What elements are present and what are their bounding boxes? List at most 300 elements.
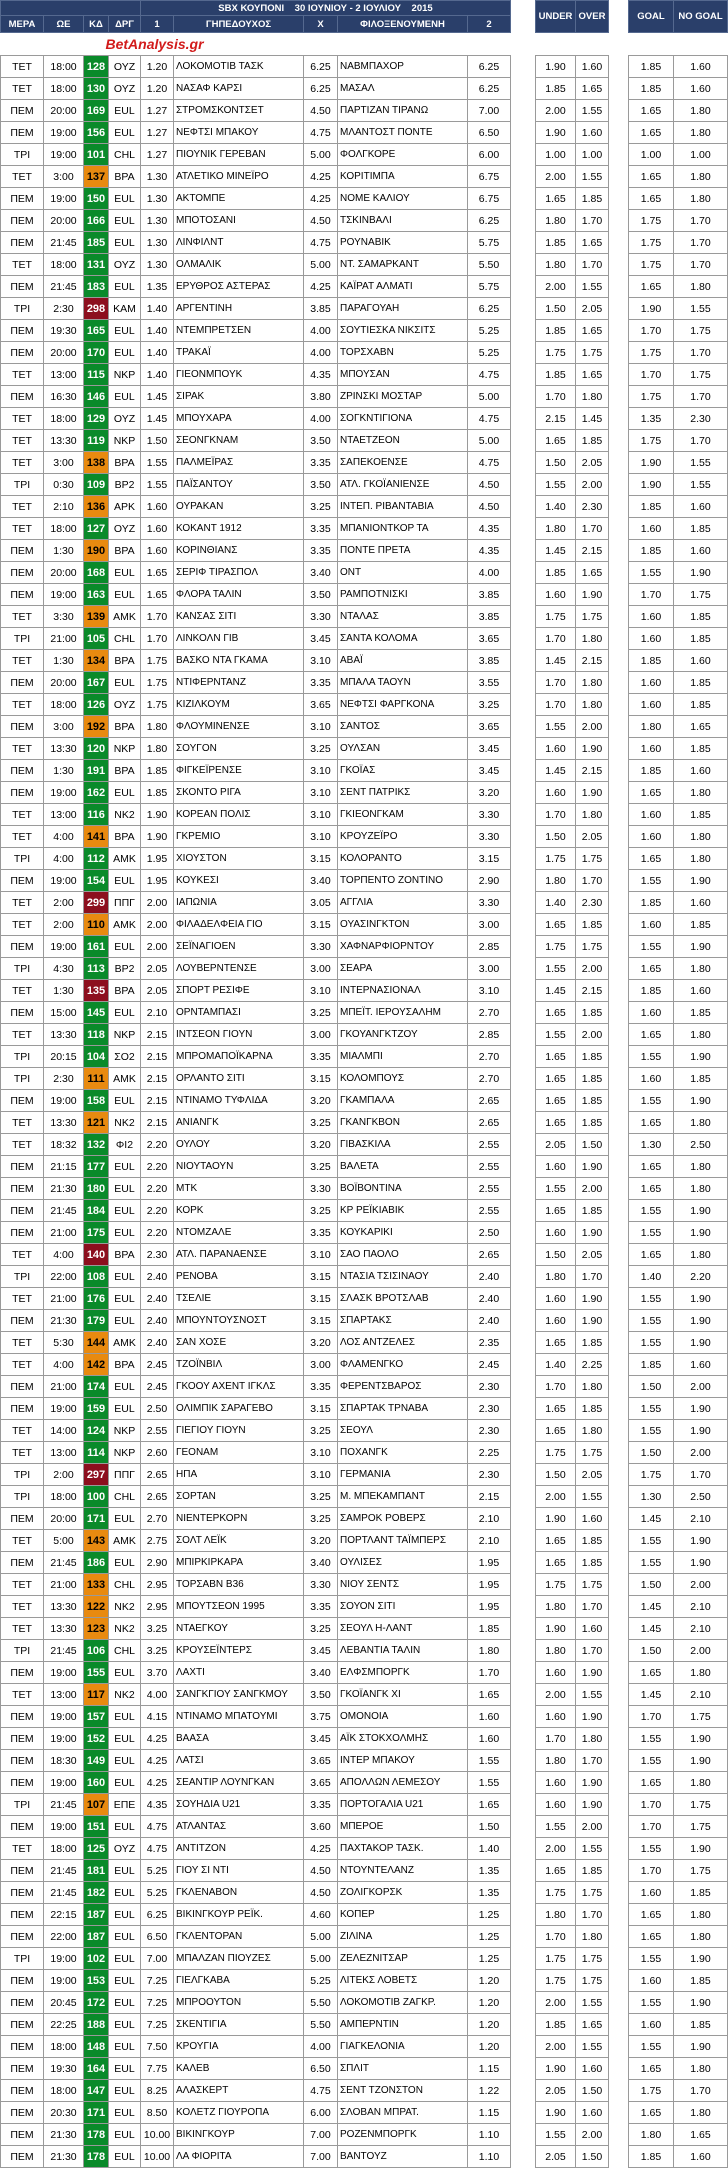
cell-time: 2:00 (44, 914, 84, 936)
cell-goal: 1.55 (629, 1332, 674, 1354)
cell-code: 192 (84, 716, 109, 738)
cell-home-team: ΚΑΛΕΒ (174, 2058, 304, 2080)
cell-over: 1.90 (576, 1706, 609, 1728)
cell-over: 1.70 (576, 870, 609, 892)
cell-league: ΒΡΑ (109, 452, 141, 474)
cell-time: 18:00 (44, 2080, 84, 2102)
cell-away-team: ΑΪΚ ΣΤΟΚΧΟΛΜΗΣ (338, 1728, 468, 1750)
cell-code: 100 (84, 1486, 109, 1508)
cell-away-team: ΝΤΑΣΙΑ ΤΣΙΣΙΝΑΟΥ (338, 1266, 468, 1288)
cell-league: EUL (109, 1266, 141, 1288)
cell-goal: 1.55 (629, 562, 674, 584)
match-row (1, 1640, 728, 1662)
cell-away-team: ΚΟΥΚΑΡΙΚΙ (338, 1222, 468, 1244)
cell-goal: 1.60 (629, 694, 674, 716)
cell-code: 116 (84, 804, 109, 826)
cell-day: ΤΕΤ (1, 430, 44, 452)
cell-over: 1.65 (576, 562, 609, 584)
cell-odd-1: 2.20 (141, 1200, 174, 1222)
cell-league: ΟΥΖ (109, 78, 141, 100)
cell-league: EUL (109, 1508, 141, 1530)
cell-league: ΑΜΚ (109, 1530, 141, 1552)
cell-home-team: ΣΟΥΗΔΙΑ U21 (174, 1794, 304, 1816)
cell-odd-x: 3.40 (304, 1662, 338, 1684)
cell-away-team: ΖΟΛΙΓΚΟΡΣΚ (338, 1882, 468, 1904)
cell-time: 22:25 (44, 2014, 84, 2036)
cell-odd-1: 3.25 (141, 1640, 174, 1662)
cell-goal: 1.55 (629, 1090, 674, 1112)
cell-gap2 (609, 848, 629, 870)
cell-no-goal: 1.90 (674, 1332, 728, 1354)
cell-code: 106 (84, 1640, 109, 1662)
cell-code: 127 (84, 518, 109, 540)
cell-league: EUL (109, 210, 141, 232)
cell-league: CHL (109, 144, 141, 166)
cell-over: 1.85 (576, 1200, 609, 1222)
cell-time: 2:00 (44, 1464, 84, 1486)
cell-over: 1.65 (576, 78, 609, 100)
cell-no-goal: 1.90 (674, 1948, 728, 1970)
cell-under: 1.70 (536, 1728, 576, 1750)
cell-gap2 (609, 1992, 629, 2014)
cell-odd-x: 3.10 (304, 1442, 338, 1464)
cell-no-goal: 1.60 (674, 892, 728, 914)
cell-day: ΤΕΤ (1, 1684, 44, 1706)
cell-odd-2: 2.30 (468, 1398, 511, 1420)
cell-no-goal: 1.90 (674, 1530, 728, 1552)
cell-odd-x: 3.25 (304, 1508, 338, 1530)
cell-gap2 (609, 1970, 629, 1992)
cell-time: 19:00 (44, 1662, 84, 1684)
cell-away-team: ΚΟΛΟΜΠΟΥΣ (338, 1068, 468, 1090)
cell-under: 1.45 (536, 980, 576, 1002)
cell-goal: 1.00 (629, 144, 674, 166)
cell-odd-x: 3.10 (304, 1244, 338, 1266)
cell-time: 3:00 (44, 452, 84, 474)
cell-gap2 (609, 1838, 629, 1860)
cell-time: 19:00 (44, 1816, 84, 1838)
cell-home-team: ΚΡΟΥΓΙΑ (174, 2036, 304, 2058)
cell-code: 110 (84, 914, 109, 936)
cell-gap1 (511, 848, 536, 870)
cell-under: 1.60 (536, 1310, 576, 1332)
cell-away-team: ΝΟΜΕ ΚΑΛΙΟΥ (338, 188, 468, 210)
cell-gap1 (511, 1244, 536, 1266)
cell-goal: 1.75 (629, 254, 674, 276)
cell-gap2 (609, 892, 629, 914)
cell-day: ΠΕΜ (1, 1970, 44, 1992)
cell-league: ΕΠΕ (109, 1794, 141, 1816)
cell-gap1 (511, 958, 536, 980)
cell-gap1 (511, 1288, 536, 1310)
cell-day: ΤΕΤ (1, 56, 44, 78)
cell-code: 149 (84, 1750, 109, 1772)
cell-under: 1.55 (536, 474, 576, 496)
cell-goal: 1.45 (629, 1684, 674, 1706)
cell-league: EUL (109, 1750, 141, 1772)
cell-day: ΠΕΜ (1, 1816, 44, 1838)
cell-odd-1: 2.20 (141, 1222, 174, 1244)
cell-over: 1.55 (576, 166, 609, 188)
cell-goal: 1.55 (629, 936, 674, 958)
cell-odd-1: 7.00 (141, 1948, 174, 1970)
cell-odd-2: 4.75 (468, 452, 511, 474)
cell-league: ΑΜΚ (109, 1332, 141, 1354)
cell-code: 140 (84, 1244, 109, 1266)
cell-day: ΠΕΜ (1, 1706, 44, 1728)
match-row (1, 386, 728, 408)
cell-no-goal: 1.85 (674, 518, 728, 540)
cell-time: 19:00 (44, 1090, 84, 1112)
cell-time: 0:30 (44, 474, 84, 496)
cell-goal: 1.65 (629, 122, 674, 144)
cell-odd-1: 7.25 (141, 2014, 174, 2036)
cell-no-goal: 2.50 (674, 1134, 728, 1156)
cell-gap1 (511, 408, 536, 430)
cell-home-team: ΣΤΡΟΜΣΚΟΝΤΣΕΤ (174, 100, 304, 122)
cell-odd-x: 4.75 (304, 2080, 338, 2102)
cell-goal: 1.75 (629, 1464, 674, 1486)
cell-gap2 (609, 1948, 629, 1970)
cell-day: ΠΕΜ (1, 540, 44, 562)
cell-code: 183 (84, 276, 109, 298)
cell-gap1 (511, 496, 536, 518)
cell-time: 19:00 (44, 782, 84, 804)
cell-odd-x: 3.25 (304, 1486, 338, 1508)
cell-time: 5:00 (44, 1530, 84, 1552)
cell-day: ΤΕΤ (1, 1420, 44, 1442)
cell-goal: 1.75 (629, 210, 674, 232)
match-row (1, 1728, 728, 1750)
cell-gap1 (511, 650, 536, 672)
cell-day: ΠΕΜ (1, 320, 44, 342)
cell-odd-x: 3.35 (304, 1222, 338, 1244)
cell-home-team: ΚΙΖΙΛΚΟΥΜ (174, 694, 304, 716)
cell-away-team: ΣΕΝΤ ΤΖΟΝΣΤΟΝ (338, 2080, 468, 2102)
cell-away-team: Μ. ΜΠΕΚΑΜΠΑΝΤ (338, 1486, 468, 1508)
cell-gap1 (511, 1904, 536, 1926)
cell-time: 18:32 (44, 1134, 84, 1156)
match-row (1, 1266, 728, 1288)
cell-no-goal: 1.80 (674, 1024, 728, 1046)
cell-over: 1.00 (576, 144, 609, 166)
match-row (1, 540, 728, 562)
cell-over: 2.15 (576, 540, 609, 562)
match-row (1, 628, 728, 650)
cell-odd-x: 3.30 (304, 606, 338, 628)
cell-under: 1.50 (536, 826, 576, 848)
cell-gap2 (609, 562, 629, 584)
cell-code: 113 (84, 958, 109, 980)
cell-over: 2.00 (576, 716, 609, 738)
cell-league: ΝΚ2 (109, 804, 141, 826)
cell-day: ΤΕΤ (1, 980, 44, 1002)
cell-away-team: ΤΣΚΙΝΒΑΛΙ (338, 210, 468, 232)
cell-under: 1.75 (536, 1574, 576, 1596)
cell-gap1 (511, 1684, 536, 1706)
cell-league: EUL (109, 1398, 141, 1420)
cell-under: 1.60 (536, 1662, 576, 1684)
match-row (1, 496, 728, 518)
cell-odd-x: 3.10 (304, 1464, 338, 1486)
cell-odd-1: 2.45 (141, 1354, 174, 1376)
cell-away-team: ΣΑΝΤΟΣ (338, 716, 468, 738)
cell-code: 160 (84, 1772, 109, 1794)
cell-odd-1: 1.30 (141, 166, 174, 188)
cell-under: 1.55 (536, 1816, 576, 1838)
cell-code: 170 (84, 342, 109, 364)
cell-odd-x: 3.45 (304, 628, 338, 650)
cell-code: 107 (84, 1794, 109, 1816)
match-row (1, 782, 728, 804)
cell-home-team: ΒΑΑΣΑ (174, 1728, 304, 1750)
cell-gap2 (609, 628, 629, 650)
cell-odd-2: 1.22 (468, 2080, 511, 2102)
cell-league: ΟΥΖ (109, 408, 141, 430)
cell-odd-x: 3.35 (304, 1596, 338, 1618)
cell-odd-1: 7.25 (141, 1992, 174, 2014)
cell-code: 143 (84, 1530, 109, 1552)
cell-goal: 1.55 (629, 870, 674, 892)
cell-home-team: ΑΚΤΟΜΠΕ (174, 188, 304, 210)
cell-time: 21:30 (44, 1178, 84, 1200)
cell-no-goal: 1.75 (674, 1816, 728, 1838)
cell-home-team: ΚΟΚΑΝΤ 1912 (174, 518, 304, 540)
cell-under: 1.45 (536, 540, 576, 562)
cell-code: 131 (84, 254, 109, 276)
cell-gap1 (511, 100, 536, 122)
cell-over: 1.90 (576, 1156, 609, 1178)
cell-league: ΒΡΑ (109, 760, 141, 782)
cell-under: 1.60 (536, 738, 576, 760)
cell-no-goal: 2.20 (674, 1266, 728, 1288)
cell-league: EUL (109, 1926, 141, 1948)
cell-time: 21:45 (44, 1552, 84, 1574)
cell-no-goal: 1.60 (674, 650, 728, 672)
cell-no-goal: 1.70 (674, 342, 728, 364)
cell-day: ΤΕΤ (1, 78, 44, 100)
cell-odd-2: 5.00 (468, 386, 511, 408)
cell-home-team: ΚΟΡΚ (174, 1200, 304, 1222)
cell-league: NKP (109, 1420, 141, 1442)
cell-odd-1: 1.70 (141, 606, 174, 628)
match-row (1, 188, 728, 210)
cell-away-team: ΠΟΡΤΟΓΑΛΙΑ U21 (338, 1794, 468, 1816)
cell-away-team: ΣΕΟΥΛ (338, 1420, 468, 1442)
cell-gap2 (609, 1816, 629, 1838)
cell-under: 1.85 (536, 232, 576, 254)
cell-odd-1: 1.40 (141, 320, 174, 342)
cell-league: ΣΟ2 (109, 1046, 141, 1068)
cell-odd-2: 1.25 (468, 1904, 511, 1926)
cell-gap2 (609, 716, 629, 738)
cell-league: ΚΑΜ (109, 298, 141, 320)
cell-odd-2: 5.50 (468, 254, 511, 276)
cell-no-goal: 1.80 (674, 1178, 728, 1200)
cell-gap2 (609, 1376, 629, 1398)
cell-league: ΟΥΖ (109, 254, 141, 276)
cell-home-team: ΠΑΛΜΕΪΡΑΣ (174, 452, 304, 474)
cell-away-team: ΟΥΛΙΣΕΣ (338, 1552, 468, 1574)
cell-goal: 1.85 (629, 1354, 674, 1376)
cell-odd-x: 5.50 (304, 2014, 338, 2036)
cell-away-team: ΜΠΕΡΟΕ (338, 1816, 468, 1838)
cell-code: 176 (84, 1288, 109, 1310)
cell-gap1 (511, 1662, 536, 1684)
cell-under: 1.70 (536, 1376, 576, 1398)
cell-home-team: ΣΟΡΤΑΝ (174, 1486, 304, 1508)
cell-odd-x: 3.35 (304, 518, 338, 540)
cell-odd-x: 3.10 (304, 980, 338, 1002)
cell-league: ΝΚ2 (109, 1684, 141, 1706)
cell-odd-2: 5.25 (468, 342, 511, 364)
cell-over: 1.60 (576, 2102, 609, 2124)
cell-time: 18:00 (44, 408, 84, 430)
cell-no-goal: 1.90 (674, 936, 728, 958)
cell-time: 1:30 (44, 540, 84, 562)
cell-no-goal: 1.60 (674, 56, 728, 78)
cell-day: ΤΕΤ (1, 1244, 44, 1266)
cell-home-team: ΑΤΛ. ΠΑΡΑΝΑΕΝΣΕ (174, 1244, 304, 1266)
cell-odd-x: 3.20 (304, 1134, 338, 1156)
cell-time: 14:00 (44, 1420, 84, 1442)
cell-over: 1.90 (576, 738, 609, 760)
cell-odd-x: 3.15 (304, 914, 338, 936)
cell-league: NKP (109, 430, 141, 452)
cell-league: EUL (109, 386, 141, 408)
cell-away-team: ΓΚΟΪΑΣ (338, 760, 468, 782)
cell-gap1 (511, 56, 536, 78)
cell-no-goal: 2.30 (674, 408, 728, 430)
cell-time: 19:00 (44, 122, 84, 144)
cell-home-team: ΟΡΛΑΝΤΟ ΣΙΤΙ (174, 1068, 304, 1090)
cell-no-goal: 1.85 (674, 694, 728, 716)
cell-code: 115 (84, 364, 109, 386)
cell-home-team: ΣΕΪΝΑΓΙΟΕΝ (174, 936, 304, 958)
cell-under: 1.60 (536, 584, 576, 606)
match-row (1, 1024, 728, 1046)
cell-code: 141 (84, 826, 109, 848)
cell-gap2 (609, 1442, 629, 1464)
match-row (1, 1508, 728, 1530)
match-row (1, 1244, 728, 1266)
cell-code: 142 (84, 1354, 109, 1376)
cell-gap1 (511, 1200, 536, 1222)
cell-league: ΒΡΑ (109, 980, 141, 1002)
cell-code: 114 (84, 1442, 109, 1464)
cell-day: ΤΕΤ (1, 518, 44, 540)
col-one: 1 (141, 16, 174, 33)
cell-odd-2: 2.40 (468, 1310, 511, 1332)
cell-gap2 (609, 1882, 629, 1904)
cell-day: ΠΕΜ (1, 188, 44, 210)
cell-time: 2:10 (44, 496, 84, 518)
cell-goal: 1.70 (629, 1860, 674, 1882)
cell-code: 121 (84, 1112, 109, 1134)
cell-odd-x: 3.20 (304, 1332, 338, 1354)
cell-under: 1.65 (536, 1530, 576, 1552)
cell-odd-x: 3.45 (304, 1640, 338, 1662)
cell-goal: 1.65 (629, 782, 674, 804)
cell-gap1 (511, 320, 536, 342)
cell-under: 1.80 (536, 1904, 576, 1926)
cell-gap1 (511, 914, 536, 936)
cell-no-goal: 1.55 (674, 452, 728, 474)
cell-gap1 (511, 826, 536, 848)
cell-odd-x: 3.50 (304, 584, 338, 606)
cell-odd-1: 2.15 (141, 1046, 174, 1068)
cell-time: 2:30 (44, 1068, 84, 1090)
cell-under: 1.90 (536, 56, 576, 78)
cell-odd-x: 3.10 (304, 760, 338, 782)
cell-away-team: ΦΛΑΜΕΝΓΚΟ (338, 1354, 468, 1376)
cell-time: 13:00 (44, 1442, 84, 1464)
cell-league: ΑΜΚ (109, 848, 141, 870)
cell-gap1 (511, 1376, 536, 1398)
cell-code: 151 (84, 1816, 109, 1838)
cell-odd-1: 1.40 (141, 364, 174, 386)
cell-time: 13:30 (44, 738, 84, 760)
cell-away-team: ΓΙΑΓΚΕΛΟΝΙΑ (338, 2036, 468, 2058)
cell-league: ΒΡ2 (109, 474, 141, 496)
cell-time: 4:00 (44, 848, 84, 870)
cell-odd-x: 3.25 (304, 1002, 338, 1024)
cell-gap1 (511, 1046, 536, 1068)
cell-home-team: ΝΙΟΥΤΑΟΥΝ (174, 1156, 304, 1178)
cell-over: 1.85 (576, 1530, 609, 1552)
cell-no-goal: 1.65 (674, 2124, 728, 2146)
cell-odd-1: 2.00 (141, 892, 174, 914)
cell-odd-1: 3.25 (141, 1618, 174, 1640)
cell-no-goal: 1.75 (674, 1860, 728, 1882)
cell-away-team: ΠΟΝΤΕ ΠΡΕΤΑ (338, 540, 468, 562)
cell-odd-1: 2.65 (141, 1464, 174, 1486)
cell-over: 2.00 (576, 2124, 609, 2146)
cell-gap2 (609, 782, 629, 804)
cell-away-team: ΣΛΟΒΑΝ ΜΠΡΑΤ. (338, 2102, 468, 2124)
cell-under: 2.00 (536, 100, 576, 122)
cell-odd-2: 1.35 (468, 1882, 511, 1904)
cell-home-team: ΟΥΡΑΚΑΝ (174, 496, 304, 518)
cell-day: ΠΕΜ (1, 2146, 44, 2168)
col-away: ΦΙΛΟΞΕΝΟΥΜΕΝΗ (338, 16, 468, 33)
cell-no-goal: 1.80 (674, 122, 728, 144)
cell-over: 1.80 (576, 386, 609, 408)
cell-over: 2.05 (576, 1464, 609, 1486)
cell-under: 1.70 (536, 694, 576, 716)
cell-time: 19:00 (44, 1398, 84, 1420)
cell-under: 1.50 (536, 1244, 576, 1266)
cell-home-team: ΜΠΟΥΝΤΟΥΣΝΟΣΤ (174, 1310, 304, 1332)
cell-gap1 (511, 1002, 536, 1024)
cell-goal: 1.65 (629, 1904, 674, 1926)
match-row (1, 2036, 728, 2058)
cell-odd-x: 3.15 (304, 1310, 338, 1332)
cell-day: ΤΕΤ (1, 254, 44, 276)
cell-no-goal: 1.80 (674, 1904, 728, 1926)
cell-no-goal: 1.60 (674, 980, 728, 1002)
cell-code: 169 (84, 100, 109, 122)
cell-gap1 (511, 2102, 536, 2124)
cell-code: 179 (84, 1310, 109, 1332)
cell-over: 1.85 (576, 1068, 609, 1090)
cell-league: ΟΥΖ (109, 56, 141, 78)
cell-odd-x: 5.00 (304, 144, 338, 166)
cell-odd-2: 3.55 (468, 672, 511, 694)
cell-odd-2: 2.65 (468, 1112, 511, 1134)
cell-no-goal: 1.90 (674, 1090, 728, 1112)
cell-no-goal: 1.60 (674, 496, 728, 518)
